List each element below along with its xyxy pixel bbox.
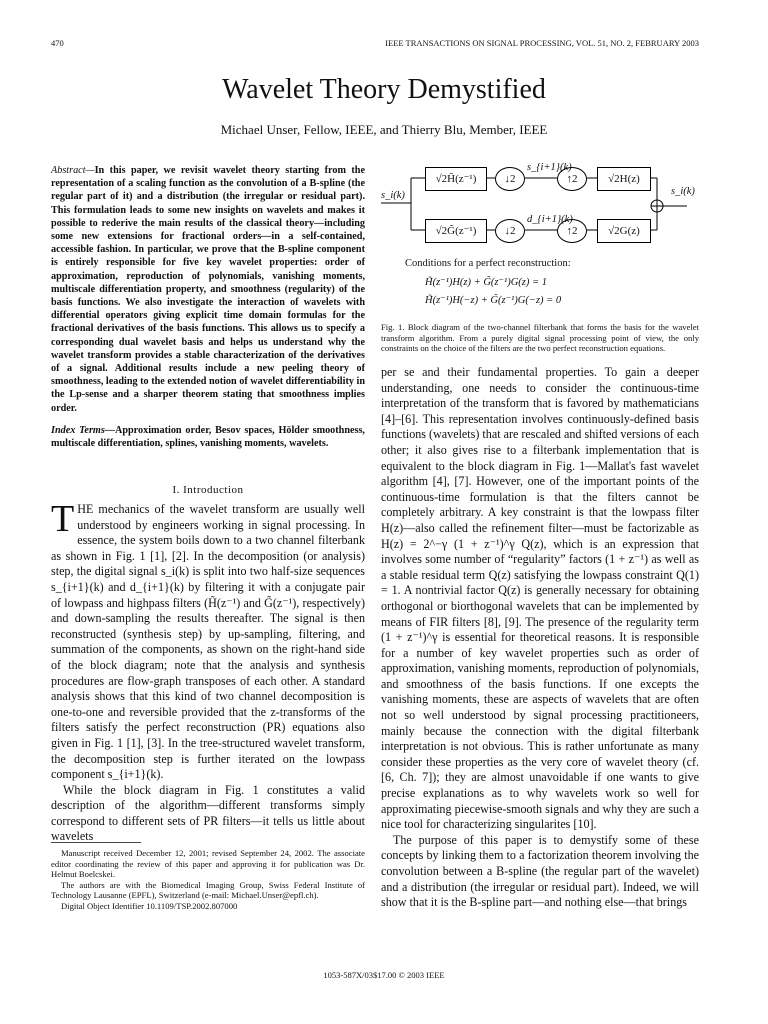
- intro-left-column: [51, 498, 365, 845]
- index-terms: [51, 424, 365, 450]
- pr-equation-2: H̃(z⁻¹)H(−z) + G̃(z⁻¹)G(−z) = 0: [425, 295, 562, 306]
- abstract-label: Abstract—: [51, 165, 95, 176]
- footnote: Manuscript received December 12, 2001; revised September 24, 2002. The associate editor coordinating the review of this paper and approving it for publication was Dr. Helmut Boelcskei.: [51, 848, 365, 880]
- lowpass-signal-label: s_{i+1}(k): [527, 162, 572, 173]
- author-line: Michael Unser, Fellow, IEEE, and Thierry Blu, Member, IEEE: [220, 122, 548, 137]
- section-heading: I. Introduction: [172, 484, 244, 496]
- right-paragraph-2: The purpose of this paper is to demystify some of these concepts by linking them to a factorization theorem involving the convolution between a B-spline (the regular part of the wavelet) and a distribution (the irregular or residual part). Indeed, we will show that it is the B-spline part—and nothing else—that brings: [381, 832, 699, 910]
- paper-title: Wavelet Theory Demystified: [222, 74, 546, 105]
- conditions-title: Conditions for a perfect reconstruction:: [405, 258, 571, 269]
- running-header: IEEE TRANSACTIONS ON SIGNAL PROCESSING, VOL. 51, NO. 2, FEBRUARY 2003: [385, 38, 699, 48]
- downsample-node: ↓2: [495, 167, 525, 191]
- analysis-lowpass-block: √2H̃(z⁻¹): [425, 167, 487, 191]
- upsample-node: ↑2: [557, 167, 587, 191]
- footnote-rule: [51, 842, 141, 843]
- page-number: 470: [51, 38, 64, 48]
- footnotes: [51, 848, 365, 912]
- figure-caption: Fig. 1. Block diagram of the two-channel filterbank that forms the basis for the wavelet transform algorithm. From a purely digital signal processing point of view, the only constraints on the choice of the filters are the two perfect reconstruction equations.: [381, 322, 699, 354]
- drop-cap: T: [51, 498, 75, 540]
- output-signal-label: s_i(k): [671, 186, 695, 197]
- index-terms-text: Approximation order, Besov spaces, Hölder smoothness, multiscale differentiation, splines, vanishing moments, wavelets.: [51, 425, 365, 450]
- index-terms-label: Index Terms—: [51, 425, 115, 436]
- abstract-text: In this paper, we revisit wavelet theory starting from the representation of a scaling function as the convolution of a B-spline (the regular part of it) and a distribution (the irregular or residual part). This formulation leads to some new insights on wavelets and makes it possible to rederive the main results of the classical theory—including some new extensions for fractional orders—in a self-contained, accessible fashion. In particular, we prove that the B-spline component is entirely responsible for five key wavelet properties: order of approximation, reproduction of polynomials, vanishing moments, multiscale differentiation property, and smoothness (regularity) of the basis functions. We also investigate the interaction of wavelets with differential operators giving explicit time domain formulas for the fractional derivatives of the basis functions. This allows us to specify a corresponding dual wavelet basis and helps us understand why the wavelet transform provides a stable characterization of the derivatives of a signal. Additional results include a new peeling theory of smoothness, leading to the extended notion of wavelet differentiability in the Lp-sense and a sharper theorem stating that smoothness implies order.: [51, 165, 365, 414]
- downsample-node: ↓2: [495, 219, 525, 243]
- figure-1-block-diagram: [381, 160, 699, 320]
- input-signal-label: s_i(k): [381, 190, 405, 201]
- upsample-node: ↑2: [557, 219, 587, 243]
- highpass-signal-label: d_{i+1}(k): [527, 214, 573, 225]
- pr-equation-1: H̃(z⁻¹)H(z) + G̃(z⁻¹)G(z) = 1: [425, 277, 547, 288]
- analysis-highpass-block: √2G̃(z⁻¹): [425, 219, 487, 243]
- intro-paragraph-1: HE mechanics of the wavelet transform are usually well understood by engineers working in signal processing. In essence, the system boils down to a two channel filterbank as shown in Fig. 1 [1], [2]. In the decomposition (or analysis) step, the digital signal s_i(k) is split into two half-size sequences s_{i+1}(k) and d_{i+1}(k) by filtering it with a conjugate pair of lowpass and highpass filters (H̃(z⁻¹) and G̃(z⁻¹), respectively) and down-sampling the results thereafter. The signal is then reconstructed (synthesis step) by up-sampling, filtering, and summation of the components, as shown on the right-hand side of the block diagram; note that the analysis and synthesis procedures are flow-graph transposes of each other. A standard analysis shows that this kind of two channel decomposition is one-to-one and reversible provided that the z-transforms of the filters satisfy the perfect reconstruction (PR) equations also given in Fig. 1 [1], [3]. In the tree-structured wavelet transform, the decomposition step is further iterated on the lowpass component s_{i+1}(k).: [51, 502, 365, 782]
- synthesis-highpass-block: √2G(z): [597, 219, 651, 243]
- footnote: The authors are with the Biomedical Imaging Group, Swiss Federal Institute of Technology Lausanne (EPFL), Switzerland (e-mail: Michael.Unser@epfl.ch).: [51, 879, 365, 901]
- footnote: Digital Object Identifier 10.1109/TSP.2002.807000: [61, 900, 238, 911]
- intro-right-column: [381, 365, 699, 911]
- copyright-line: 1053-587X/03$17.00 © 2003 IEEE: [323, 970, 445, 980]
- right-paragraph-1: per se and their fundamental properties. To gain a deeper understanding, one needs to consider the continuous-time interpretation of the transform that is favored by mathematicians [4]–[6]. This representation involves continuously-defined basis functions (wavelets) that are rescaled and shifted versions of each other; it also gives rise to a filterbank implementation that is equivalent to the block diagram in Fig. 1—Mallat's fast wavelet algorithm [4], [7]. However, one of the important points of the continuous-time formulation is that the filters cannot be completely arbitrary. A key constraint is that the lowpass filter H(z)—also called the refinement filter—must be factorizable as H(z) = 2^−γ (1 + z⁻¹)^γ Q(z), which is an expression that involves some number of “regularity” factors (1 + z⁻¹) as well as a stable residual term Q(z) satisfying the lowpass constraint Q(1) = 1. A nontrivial factor Q(z) is generally necessary for obtaining orthogonal or biorthogonal wavelets that can be implemented by means of FIR filters [8], [9]. The presence of the regularity term (1 + z⁻¹)^γ is essential for theoretical reasons. It is responsible for a number of key wavelet properties such as order of approximation, vanishing moments, reproduction of polynomials, and smoothness of the basis functions. If one excepts the vanishing moments, these are aspects of wavelets that are often not so well understood by signal processing practitioneers, mainly because the connection with the digital filterbank interpretation is not obvious. This is rather unfortunate as many consider these properties as the very core of wavelet theory (cf. [6, Ch. 7]); they are almost unavoidable if one wants to give precise explanations as to why wavelets work so well for approximating piecewise-smooth signals and why they are such a nice tool for characterizing singularites [10].: [381, 365, 700, 832]
- synthesis-lowpass-block: √2H(z): [597, 167, 651, 191]
- intro-paragraph-2: While the block diagram in Fig. 1 constitutes a valid description of the algorithm—different transforms simply correspond to different sets of PR filters—it tells us little about wavelets: [51, 782, 365, 844]
- abstract: [51, 164, 365, 415]
